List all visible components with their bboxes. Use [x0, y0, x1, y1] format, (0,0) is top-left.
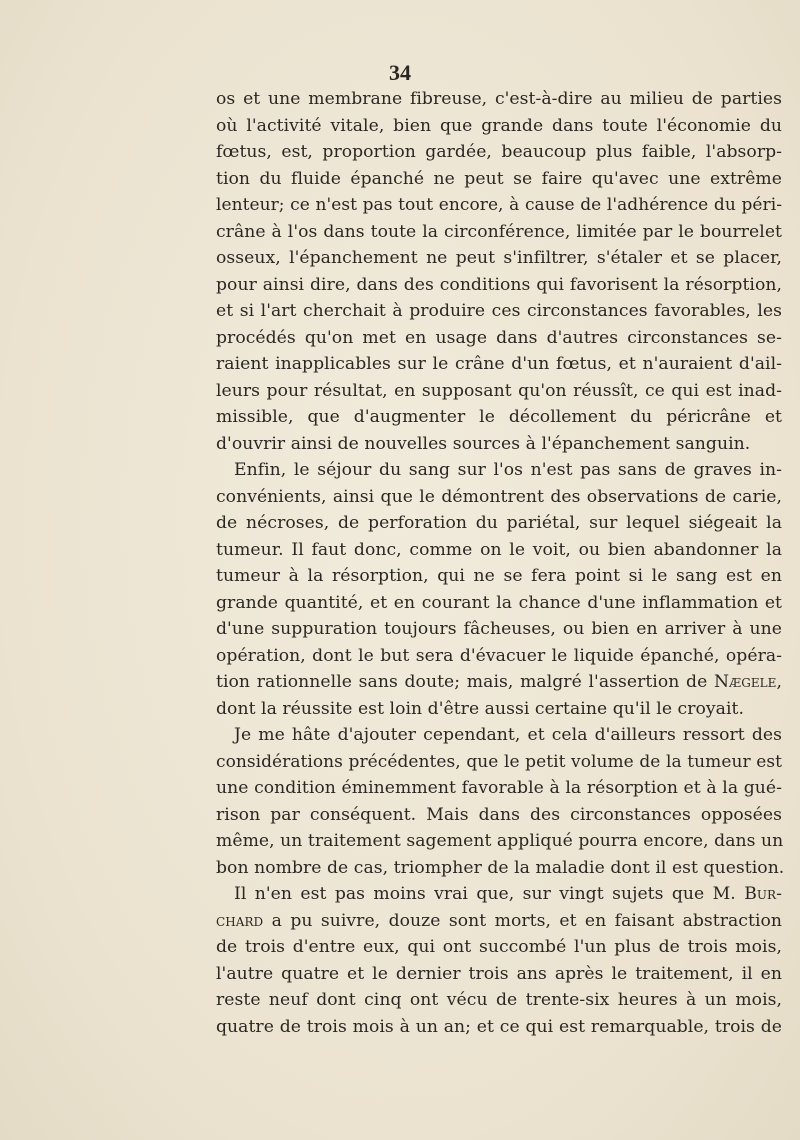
- text-line: reste neuf dont cinq ont vécu de trente-six heures à un mois,: [216, 990, 782, 1010]
- text-line: [216, 669, 782, 696]
- author-name-burchard-part1: Bur-: [744, 884, 783, 904]
- text-line: considérations précédentes, que le petit volume de la tumeur est: [216, 751, 782, 772]
- text-line: missible, que d'augmenter le décollement du péricrâne et: [216, 407, 782, 427]
- text-line: os et une membrane fibreuse, c'est-à-dire au milieu de parties: [216, 89, 782, 109]
- author-name-burchard-part2: chard: [216, 910, 264, 931]
- text-line: pour ainsi dire, dans des conditions qui favorisent la résorption,: [216, 274, 782, 295]
- text-line: fœtus, est, proportion gardée, beaucoup plus faible, l'absorp-: [216, 142, 782, 162]
- text-line: une condition éminemment favorable à la résorption et à la gué-: [216, 778, 782, 798]
- author-name-naegele: Nægele,: [714, 672, 782, 692]
- text-line: rison par conséquent. Mais dans des circonstances opposées: [216, 804, 782, 825]
- text-line: tumeur à la résorption, qui ne se fera point si le sang est en: [216, 566, 782, 586]
- text-line: et si l'art cherchait à produire ces circonstances favorables, les: [216, 301, 782, 321]
- text-line: l'autre quatre et le dernier trois ans après le traitement, il en: [216, 963, 782, 984]
- text-line: où l'activité vitale, bien que grande dans toute l'économie du: [216, 115, 782, 136]
- body-text: [216, 86, 785, 1040]
- text-line: grande quantité, et en courant la chance d'une inflammation et: [216, 592, 782, 613]
- text-segment: a pu suivre, douze sont morts, et en faisant abstraction: [271, 910, 783, 931]
- paragraph-start-line: [216, 881, 782, 908]
- text-line: lenteur; ce n'est pas tout encore, à cause de l'adhérence du péri-: [216, 195, 782, 215]
- text-line: tumeur. Il faut donc, comme on le voit, ou bien abandonner la: [216, 539, 782, 560]
- text-line: [216, 908, 782, 935]
- text-line: opération, dont le but sera d'évacuer le liquide épanché, opéra-: [216, 645, 782, 666]
- text-line: raient inapplicables sur le crâne d'un fœtus, et n'auraient d'ail-: [216, 354, 782, 374]
- text-line: crâne à l'os dans toute la circonférence, limitée par le bourrelet: [216, 221, 782, 242]
- text-line: convénients, ainsi que le démontrent des observations de carie,: [216, 486, 782, 507]
- text-line: bon nombre de cas, triompher de la maladie dont il est question.: [216, 857, 785, 878]
- text-line: de nécroses, de perforation du pariétal, sur lequel siégeait la: [216, 513, 782, 533]
- text-line: procédés qu'on met en usage dans d'autres circonstances se-: [216, 327, 782, 348]
- text-line: dont la réussite est loin d'être aussi certaine qu'il le croyait.: [216, 698, 744, 719]
- text-line: osseux, l'épanchement ne peut s'infiltrer, s'étaler et se placer,: [216, 248, 782, 268]
- paragraph-start-line: Je me hâte d'ajouter cependant, et cela d'ailleurs ressort des: [234, 725, 782, 745]
- text-line: de trois d'entre eux, qui ont succombé l'un plus de trois mois,: [216, 937, 782, 957]
- text-line: même, un traitement sagement appliqué pourra encore, dans un: [216, 831, 784, 851]
- text-line: leurs pour résultat, en supposant qu'on réussît, ce qui est inad-: [216, 380, 782, 401]
- text-segment: tion rationnelle sans doute; mais, malgré l'assertion de: [216, 672, 708, 692]
- text-line: d'ouvrir ainsi de nouvelles sources à l'épanchement sanguin.: [216, 433, 751, 454]
- text-segment: Il n'en est pas moins vrai que, sur vingt sujets que M.: [234, 884, 736, 904]
- text-line: tion du fluide épanché ne peut se faire qu'avec une extrême: [216, 168, 782, 189]
- page-number: 34: [389, 60, 411, 85]
- paragraph-start-line: Enfin, le séjour du sang sur l'os n'est pas sans de graves in-: [234, 460, 782, 480]
- text-line: d'une suppuration toujours fâcheuses, ou bien en arriver à une: [216, 619, 782, 639]
- text-line: quatre de trois mois à un an; et ce qui est remarquable, trois de: [216, 1016, 782, 1037]
